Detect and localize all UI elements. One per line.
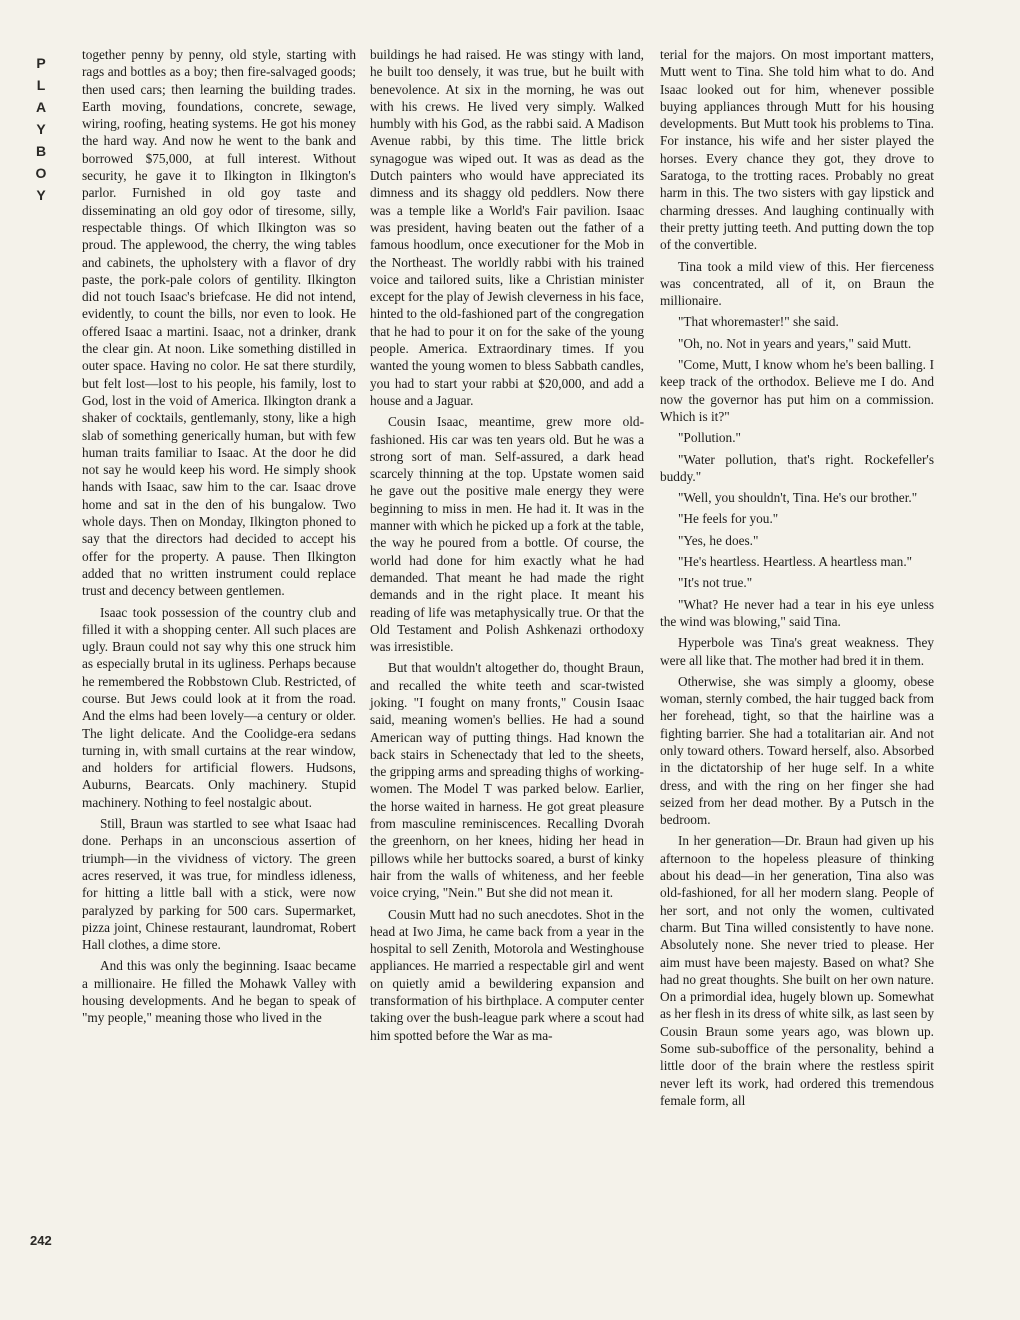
masthead-letter: Y [36,121,46,137]
paragraph: buildings he had raised. He was stingy with land, he built too densely, it was true, but he built with benevolence. At six in the morning, he was out with his crews. He lived very simply. Walked humbly with his God, as the rabbi said. A Madison Avenue rabbi, by this time. The little brick synagogue was wiped out. It was as dead as the Dutch painters who would have appreciated its dimness and its shaggy old peddlers. Now there was a temple like a World's Fair pavilion. Isaac was president, having beaten out the father of a famous hoodlum, once executioner for the Mob in the Northeast. The worldly rabbi with his trained voice and tailored suits, like a Christian minister except for the play of Jewish cleverness in his face, hinted to the old-fashioned part of the congregation that he had to pour it on for the sake of the young people. America. Extraordinary times. If you wanted the young women to bless Sabbath candles, you had to start your rabbi at $20,000, and add a house and a Jaguar. [370,47,644,408]
paragraph: But that wouldn't altogether do, thought Braun, and recalled the white teeth and scar-twisted joking. "I fought on many fronts," Cousin Isaac said, meaning women's bellies. He had a sound American way of putting things. Had known the back stairs in Schenectady that led to the sheets, the gripping arms and spreading thighs of working-women. The Model T was parked below. Earlier, the horse waited in harness. He got great pleasure from masculine reminiscences. Recalling Dvorah the greenhorn, on her knees, hiding her head in pillows while her buttocks soared, a burst of kinky hair from the walls of whiteness, and her feeble voice crying, "Nein." But she did not mean it. [370,660,644,901]
paragraph: In her generation—Dr. Braun had given up his afternoon to the hopeless pleasure of thinking about his dead—in her generation, Tina also was old-fashioned, for all her modern slang. People of her sort, and not only the women, cultivated charm. But Tina willed consistently to have none. Absolutely none. She never tried to please. Her aim must have been majesty. Based on what? She had no great thoughts. She built on her own nature. On a primordial idea, hugely blown up. Somewhat as her flesh in its dress of white silk, as last seen by Cousin Braun some years ago, was blown up. Some sub-suboffice of the personality, behind a little door of the brain where the restless spirit never left its work, had ordered this tremendous female form, all [660,833,934,1108]
paragraph: Tina took a mild view of this. Her fierceness was concentrated, all of it, on Braun the millionaire. [660,258,934,309]
masthead-letter: L [36,77,46,93]
paragraph: Otherwise, she was simply a gloomy, obese woman, sternly combed, the hair tugged back from her forehead, tight, so that the hairline was a fighting barrier. She had a totalitarian air. And not only toward others. Toward herself, also. Absorbed in the dictatorship of her huge self. In a white dress, and with the ring on her finger she had seized from her dead mother. By a Putsch in the bedroom. [660,673,934,828]
paragraph: Cousin Isaac, meantime, grew more old-fashioned. His car was ten years old. But he was a strong sort of man. Self-assured, a dark head scarcely thinning at the top. Upstate women said he gave out the positive male energy they were beginning to miss in men. He had it. It was in the manner with which he picked up a fork at the table, the way he poured from a bottle. Of course, the world had done for him exactly what he had demanded. That meant he had made the right demands and in the right place. It meant his reading of life was metaphysically true. Or that the Old Testament and Polish Ashkenazi orthodoxy was irresistible. [370,414,644,655]
text-column-3 [660,46,934,1113]
paragraph: Isaac took possession of the country club and filled it with a shopping center. All such places are ugly. Braun could not say why this one struck him as especially brutal in its ugliness. Perhaps because he remembered the Robbstown Club. Restricted, of course. But Jews could look at it from the road. And the elms had been lovely—a century or older. The light delicate. And the Coolidge-era sedans turning in, with small curtains at the rear window, and holders for artificial flowers. Hudsons, Auburns, Bearcats. Only machinery. Stupid machinery. Nothing to feel nostalgic about. [82,604,356,810]
paragraph: "Well, you shouldn't, Tina. He's our brother." [678,490,918,506]
masthead-letter: Y [36,187,46,203]
paragraph: Hyperbole was Tina's great weakness. They were all like that. The mother had bred it in them. [660,635,934,668]
paragraph: "Come, Mutt, I know whom he's been balling. I keep track of the orthodox. Believe me I do. And now the governor has put him on a commission. Which is it?" [660,357,934,424]
paragraph: Still, Braun was startled to see what Isaac had done. Perhaps in an unconscious assertion of triumph—in the vividness of victory. The green acres reserved, it was true, for mindless idleness, for hitting a little ball with a stick, were now paralyzed by parking for 500 cars. Supermarket, pizza joint, Chinese restaurant, laundromat, Robert Hall clothes, a dime store. [82,816,356,953]
paragraph: "Oh, no. Not in years and years," said Mutt. [678,335,912,351]
paragraph: together penny by penny, old style, starting with rags and bottles as a boy; then fire-salvaged goods; then used cars; then learning the building trades. Earth moving, foundations, concrete, sewage, wiring, roofing, heating systems. He got his money the hard way. And now he went to the bank and borrowed $75,000, at full interest. Without security, he gave it to Ilkington in Ilkington's parlor. Furnished in old goy taste and disseminating an old goy odor of tiresome, silly, respectable things. Of which Ilkington was so proud. The applewood, the cherry, the wing tables and cabinets, the upholstery with a flavor of dry paste, the pork-pale colors of gentility. Ilkington did not touch Isaac's briefcase. He did not intend, evidently, to count the bills, nor even to look. He offered Isaac a martini. Isaac, not a drinker, drank the clear gin. At noon. Like something distilled in outer space. Having no color. He sat there sturdily, but felt lost—lost to his people, his family, lost to God, lost in the void of America. Ilkington drank a shaker of cocktails, gentlemanly, stony, like a high slab of something generically human, but with few human traits familiar to Isaac. At the door he did not say he would keep his word. He simply shook hands with Isaac, saw him to the car. Isaac drove home and sat in the den of his bungalow. Two whole days. Then on Monday, Ilkington phoned to say that the directors had decided to accept his offer for the property. A pause. Then Ilkington added that no written instrument could replace trust and decency between gentlemen. [82,47,356,599]
paragraph: And this was only the beginning. Isaac became a millionaire. He filled the Mohawk Valley with housing developments. And he began to speak of "my people," meaning those who lived in the [82,958,356,1026]
page-number: 242 [30,1233,52,1248]
paragraph: "He feels for you." [678,511,779,527]
paragraph: "Pollution." [678,430,741,446]
text-column-1 [82,46,356,1031]
masthead-letter: B [35,143,47,159]
paragraph: "He's heartless. Heartless. A heartless man." [678,554,913,570]
paragraph: "It's not true." [678,575,753,591]
paragraph: "That whoremaster!" she said. [678,314,839,330]
text-column-2 [370,46,644,1048]
paragraph: terial for the majors. On most important matters, Mutt went to Tina. She told him what to do. And Isaac looked out for him, whenever possible buying appliances through Mutt for his housing developments. But Mutt took his problems to Tina. For instance, his wife and her sister played the horses. Every chance they got, they drove to Saratoga, to the trotting races. Probably no great harm in this. The two sisters with gay lipstick and charming dresses. And laughing continually with their pretty jutting teeth. And putting down the top of the convertible. [660,47,934,253]
paragraph: "Yes, he does." [678,532,759,548]
paragraph: "Water pollution, that's right. Rockefeller's buddy." [660,451,934,484]
paragraph: Cousin Mutt had no such anecdotes. Shot in the head at Iwo Jima, he came back from a year in the hospital to sell Zenith, Motorola and Westinghouse appliances. He married a respectable girl and went on quietly amid a bewildering expansion and transformation of his birthplace. A computer center taking over the bush-league park where a scout had him spotted before the War as ma- [370,906,644,1043]
masthead-letter: O [35,165,47,181]
paragraph: "What? He never had a tear in his eye unless the wind was blowing," said Tina. [660,596,934,629]
masthead-letter: A [35,99,47,115]
magazine-masthead [30,52,52,206]
masthead-letter: P [36,55,46,71]
